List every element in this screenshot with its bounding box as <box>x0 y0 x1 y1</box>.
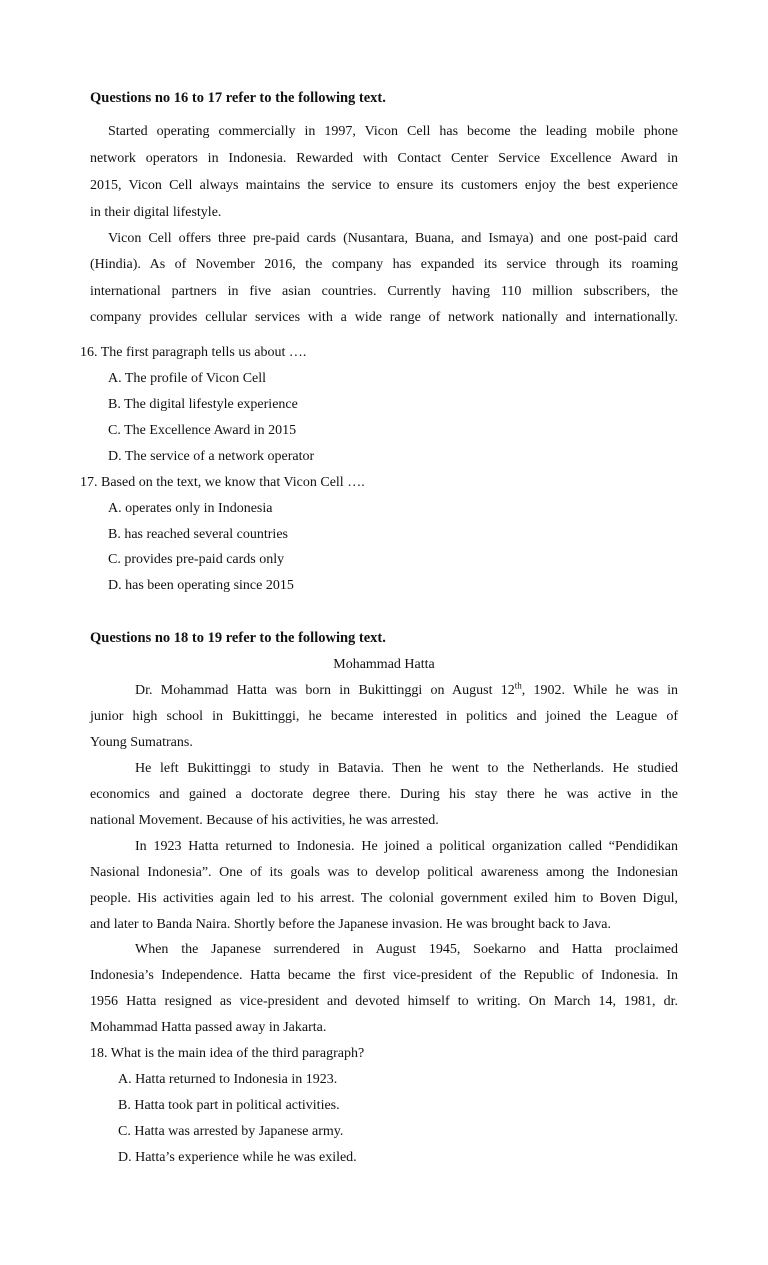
text-line: Indonesia’s Independence. Hatta became the first vice-president of the Republic of Indonesia. In <box>90 968 678 983</box>
question-18-option-a: A. Hatta returned to Indonesia in 1923. <box>118 1072 338 1087</box>
text-line: junior high school in Bukittinggi, he became interested in politics and joined the League of <box>90 709 678 724</box>
text-line: 2015, Vicon Cell always maintains the service to ensure its customers enjoy the best experience <box>90 178 678 193</box>
question-17-option-b: B. has reached several countries <box>108 527 288 542</box>
question-18-stem: 18. What is the main idea of the third paragraph? <box>90 1046 365 1061</box>
text-line: company provides cellular services with a wide range of network nationally and internationally. <box>90 310 678 325</box>
question-17-option-c: C. provides pre-paid cards only <box>108 552 285 567</box>
text-line: network operators in Indonesia. Rewarded with Contact Center Service Excellence Award in <box>90 151 678 166</box>
text-line: Young Sumatrans. <box>90 735 193 750</box>
question-17-option-d: D. has been operating since 2015 <box>108 578 294 593</box>
text-line: In 1923 Hatta returned to Indonesia. He joined a political organization called “Pendidikan <box>135 839 678 854</box>
text-line: When the Japanese surrendered in August 1945, Soekarno and Hatta proclaimed <box>135 942 678 957</box>
question-16-option-d: D. The service of a network operator <box>108 449 315 464</box>
question-17-stem: 17. Based on the text, we know that Vicon Cell …. <box>80 475 365 490</box>
text-line: Dr. Mohammad Hatta was born in Bukittinggi on August 12th, 1902. While he was in <box>135 680 678 698</box>
passage-title: Mohammad Hatta <box>333 657 435 672</box>
text-line: economics and gained a doctorate degree there. During his stay there he was active in the <box>90 787 678 802</box>
text-line: He left Bukittinggi to study in Batavia. Then he went to the Netherlands. He studied <box>135 761 678 776</box>
text-line: Vicon Cell offers three pre-paid cards (Nusantara, Buana, and Ismaya) and one post-paid card <box>108 231 678 246</box>
text-line: Nasional Indonesia”. One of its goals was to develop political awareness among the Indonesian <box>90 865 678 880</box>
question-18-option-d: D. Hatta’s experience while he was exiled. <box>118 1150 357 1165</box>
text-line: and later to Banda Naira. Shortly before the Japanese invasion. He was brought back to Java. <box>90 917 611 932</box>
question-16-option-a: A. The profile of Vicon Cell <box>108 371 267 386</box>
question-16-option-c: C. The Excellence Award in 2015 <box>108 423 297 438</box>
question-17-option-a: A. operates only in Indonesia <box>108 501 273 516</box>
text-line: Started operating commercially in 1997, Vicon Cell has become the leading mobile phone <box>108 124 678 139</box>
text-line: national Movement. Because of his activities, he was arrested. <box>90 813 439 828</box>
question-16-stem: 16. The first paragraph tells us about …. <box>80 345 307 360</box>
question-16-option-b: B. The digital lifestyle experience <box>108 397 298 412</box>
text-line: (Hindia). As of November 2016, the company has expanded its service through its roaming <box>90 257 678 272</box>
section-heading-16-17: Questions no 16 to 17 refer to the following text. <box>90 90 386 106</box>
text-line: people. His activities again led to his arrest. The colonial government exiled him to Boven Digul, <box>90 891 678 906</box>
text-line: international partners in five asian countries. Currently having 110 million subscribers, the <box>90 284 678 299</box>
section-heading-18-19: Questions no 18 to 19 refer to the following text. <box>90 630 386 646</box>
question-18-option-c: C. Hatta was arrested by Japanese army. <box>118 1124 344 1139</box>
question-18-option-b: B. Hatta took part in political activities. <box>118 1098 340 1113</box>
text-line: Mohammad Hatta passed away in Jakarta. <box>90 1020 327 1035</box>
text-line: in their digital lifestyle. <box>90 205 222 220</box>
text-line: 1956 Hatta resigned as vice-president and devoted himself to writing. On March 14, 1981, dr. <box>90 994 678 1009</box>
